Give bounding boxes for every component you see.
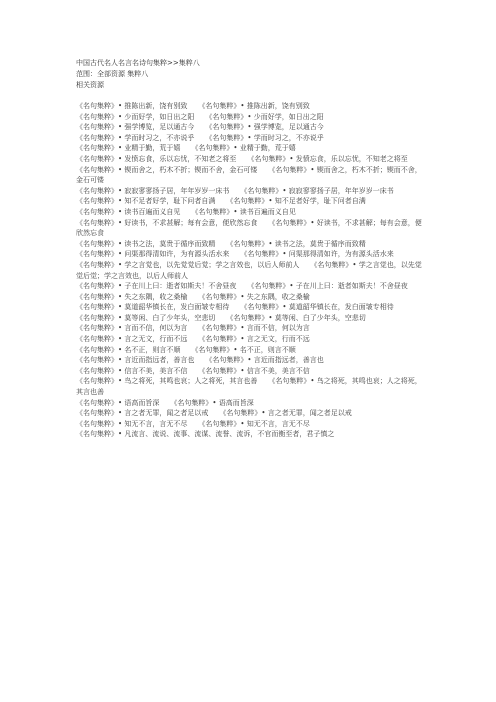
quote-text: 《名句集粹》• 失之东隅，收之桑榆 xyxy=(76,292,188,301)
quote-text-repeat: 《名句集粹》• 锲而舍之，朽木不折；锲而不舍，金石可镂 xyxy=(76,165,422,185)
quote-text-repeat: 《名句集粹》• 学而时习之，不亦说乎 xyxy=(205,133,324,142)
quote-text: 《名句集粹》• 问渠那得清如许，为有源头活水来 xyxy=(76,250,230,259)
quote-list xyxy=(76,101,426,440)
quote-text: 《名句集粹》• 推陈出新，饶有别致 xyxy=(76,102,188,110)
scope-line: 范围：全部资源 集粹八 xyxy=(76,70,149,78)
quote-text-repeat: 《名句集粹》• 鸟之将死，其鸣也哀；人之将死，其言也善 xyxy=(76,377,422,397)
quote-text: 《名句集粹》• 言之者无罪，闻之者足以戒 xyxy=(76,409,209,418)
quote-text-repeat: 《名句集粹》• 言而不信，何以为言 xyxy=(198,324,310,333)
quote-entry xyxy=(76,218,426,239)
quote-text-repeat: 《名句集粹》• 好读书，不求甚解；每有会意，便欣然忘食 xyxy=(76,218,422,238)
quote-entry xyxy=(76,419,426,430)
quote-text: 《名句集粹》• 言而不信，何以为言 xyxy=(76,324,188,333)
quote-text: 《名句集粹》• 语高而旨深 xyxy=(76,398,160,407)
quote-text: 《名句集粹》• 读书百遍而义自见 xyxy=(76,207,181,216)
quote-text: 《名句集粹》• 发愤忘食，乐以忘忧，不知老之将至 xyxy=(76,154,237,163)
quote-entry xyxy=(76,196,426,207)
quote-entry xyxy=(76,334,426,345)
quote-text-repeat: 《名句集粹》• 读书百遍而义自见 xyxy=(191,207,296,216)
quote-entry xyxy=(76,323,426,334)
quote-text-repeat: 《名句集粹》• 莫道韶华镇长在，发白面皱专相待 xyxy=(240,303,394,312)
quote-text: 《名句集粹》• 强学博览，足以通古今 xyxy=(76,123,195,132)
quote-text-repeat: 《名句集粹》• 问渠那得清如许，为有源头活水来 xyxy=(240,250,394,259)
quote-entry xyxy=(76,376,426,397)
quote-entry xyxy=(76,186,426,197)
quote-text: 《名句集粹》• 鸟之将死，其鸣也哀；人之将死，其言也善 xyxy=(76,377,258,386)
quote-entry xyxy=(76,249,426,260)
quote-text: 《名句集粹》• 信言不美，美言不信 xyxy=(76,366,188,375)
quote-entry xyxy=(76,122,426,133)
quote-text-repeat: 《名句集粹》• 言之者无罪，闻之者足以戒 xyxy=(219,409,352,418)
quote-text: 《名句集粹》• 子在川上曰：逝者如斯夫！不舍昼夜 xyxy=(76,282,237,291)
quote-text-repeat: 《名句集粹》• 言近而指远者，善言也 xyxy=(205,356,324,365)
quote-text: 《名句集粹》• 名不正，则言不顺 xyxy=(76,345,181,354)
quote-entry xyxy=(76,133,426,144)
quote-text: 《名句集粹》• 学而时习之，不亦说乎 xyxy=(76,133,195,142)
quote-entry xyxy=(76,355,426,366)
quote-text: 《名句集粹》• 好读书，不求甚解；每有会意，便欣然忘食 xyxy=(76,218,258,227)
quote-entry xyxy=(76,398,426,409)
quote-entry xyxy=(76,429,426,440)
quote-text-repeat: 《名句集粹》• 失之东隅，收之桑榆 xyxy=(198,292,310,301)
header-spacer xyxy=(76,91,426,101)
quote-text-repeat: 《名句集粹》• 言之无文，行而不远 xyxy=(198,335,310,344)
quote-text-repeat: 《名句集粹》• 语高而旨深 xyxy=(170,398,254,407)
related-resources-link[interactable]: 相关资源 xyxy=(76,81,104,89)
quote-text: 《名句集粹》• 少而好学，如日出之阳 xyxy=(76,112,195,121)
quote-text-repeat: 《名句集粹》• 学之言觉也，以先觉觉后觉；学之言效也，以后人师前人 xyxy=(76,260,422,280)
quote-text-repeat: 《名句集粹》• 业精于勤，荒于嬉 xyxy=(191,144,296,153)
quote-entry xyxy=(76,239,426,250)
quote-text: 《名句集粹》• 凡流言、流说、流事、流谋、流誉、流诉，不官而衡至者，君子慎之 xyxy=(76,430,335,439)
quote-text: 《名句集粹》• 莫道韶华镇长在，发白面皱专相待 xyxy=(76,303,230,312)
quote-text: 《名句集粹》• 知不足者好学，耻下问者自满 xyxy=(76,197,216,206)
quote-text-repeat: 《名句集粹》• 读书之法，莫贵于循序而致精 xyxy=(226,239,366,248)
quote-text: 《名句集粹》• 锲而舍之，朽木不折；锲而不舍，金石可镂 xyxy=(76,165,258,174)
quote-text: 《名句集粹》• 言近而指远者，善言也 xyxy=(76,356,195,365)
quote-entry xyxy=(76,292,426,303)
quote-text: 《名句集粹》• 寂寂寥寥扬子居，年年岁岁一床书 xyxy=(76,186,230,195)
quote-entry xyxy=(76,260,426,281)
quote-text: 《名句集粹》• 知无不言，言无不尽 xyxy=(76,419,188,428)
quote-entry xyxy=(76,313,426,324)
quote-text-repeat: 《名句集粹》• 推陈出新，饶有别致 xyxy=(198,102,310,110)
quote-entry xyxy=(76,302,426,313)
quote-text-repeat: 《名句集粹》• 发愤忘食，乐以忘忧，不知老之将至 xyxy=(247,154,408,163)
quote-entry xyxy=(76,112,426,123)
quote-entry xyxy=(76,165,426,186)
quote-text: 《名句集粹》• 业精于勤，荒于嬉 xyxy=(76,144,181,153)
quote-entry xyxy=(76,154,426,165)
quote-entry xyxy=(76,366,426,377)
document-page xyxy=(76,58,426,440)
quote-text-repeat: 《名句集粹》• 名不正，则言不顺 xyxy=(191,345,296,354)
quote-text: 《名句集粹》• 读书之法，莫贵于循序而致精 xyxy=(76,239,216,248)
quote-entry xyxy=(76,207,426,218)
quote-entry xyxy=(76,281,426,292)
quote-entry xyxy=(76,143,426,154)
quote-text: 《名句集粹》• 学之言觉也，以先觉觉后觉；学之言效也，以后人师前人 xyxy=(76,260,300,269)
page-title: 中国古代名人名言名诗句集粹>>集粹八 xyxy=(76,59,200,67)
quote-text-repeat: 《名句集粹》• 少而好学，如日出之阳 xyxy=(205,112,324,121)
quote-text-repeat: 《名句集粹》• 信言不美，美言不信 xyxy=(198,366,310,375)
quote-entry xyxy=(76,101,426,112)
quote-text: 《名句集粹》• 莫等闲、白了少年头，空悲切 xyxy=(76,313,216,322)
quote-text-repeat: 《名句集粹》• 寂寂寥寥扬子居，年年岁岁一床书 xyxy=(240,186,394,195)
quote-text-repeat: 《名句集粹》• 莫等闲、白了少年头，空悲切 xyxy=(226,313,366,322)
quote-text-repeat: 《名句集粹》• 知无不言，言无不尽 xyxy=(198,419,310,428)
quote-text-repeat: 《名句集粹》• 强学博览，足以通古今 xyxy=(205,123,324,132)
quote-entry xyxy=(76,345,426,356)
quote-entry xyxy=(76,408,426,419)
quote-text-repeat: 《名句集粹》• 知不足者好学，耻下问者自满 xyxy=(226,197,366,206)
quote-text: 《名句集粹》• 言之无文，行而不远 xyxy=(76,335,188,344)
quote-text-repeat: 《名句集粹》• 子在川上曰：逝者如斯夫！不舍昼夜 xyxy=(247,282,408,291)
